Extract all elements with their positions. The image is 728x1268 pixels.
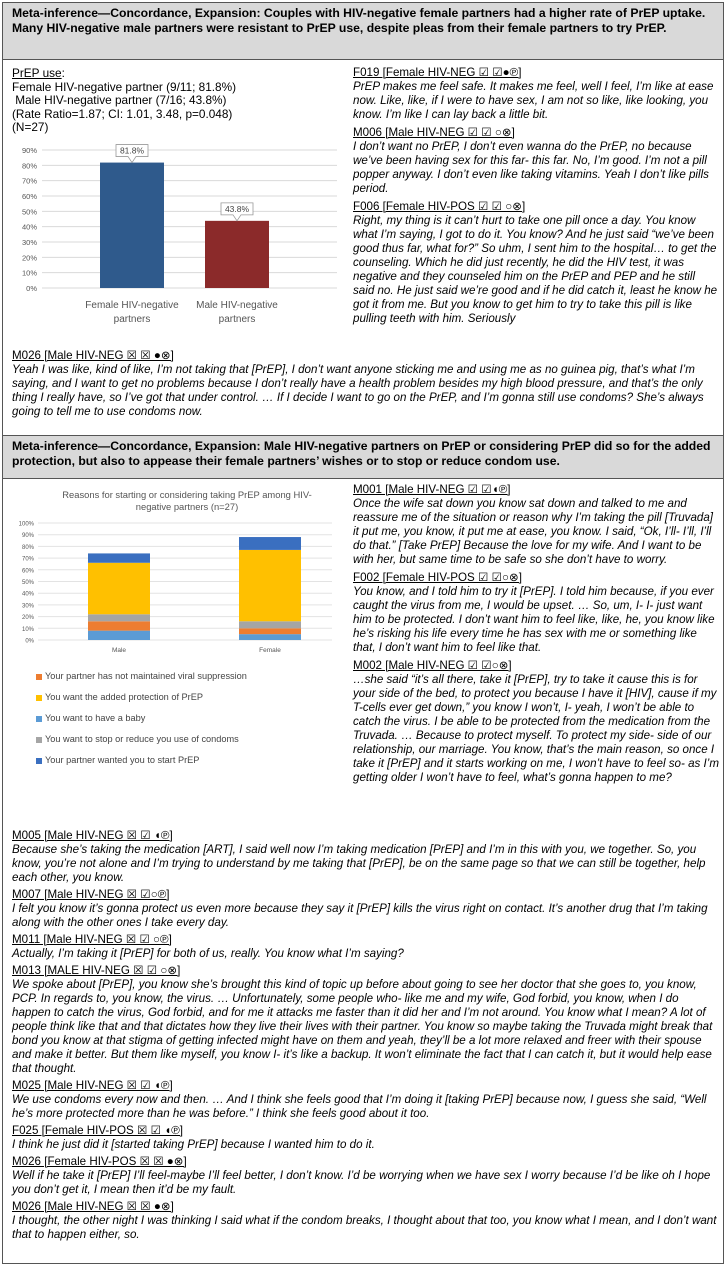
y-tick-label: 40% bbox=[21, 591, 34, 598]
quote-text: I felt you know it’s gonna protect us even more because they say it [PrEP] kills the virus right on contact. It’s another drug that I’m taking along with the other ones I take every day. bbox=[12, 902, 708, 929]
stacked-segment bbox=[239, 550, 301, 621]
legend-label: You want to have a baby bbox=[45, 713, 146, 723]
quote-text: Actually, I’m taking it [PrEP] for both of us, really. You know what I’m saying? bbox=[12, 947, 404, 960]
legend-swatch bbox=[36, 758, 42, 764]
quote-id: M011 [Male HIV-NEG ☒ ☑ ○℗] bbox=[12, 933, 172, 946]
legend-item bbox=[36, 734, 239, 745]
legend-item bbox=[36, 692, 203, 703]
legend-swatch bbox=[36, 674, 42, 680]
legend-swatch bbox=[36, 737, 42, 743]
quote-id: M026 [Male HIV-NEG ☒ ☒ ●⊗] bbox=[12, 349, 174, 362]
quote-block bbox=[12, 1124, 718, 1152]
quote-block bbox=[12, 888, 718, 930]
quote-text: PrEP makes me feel safe. It makes me feel, well I feel, I’m like at ease now. Like, like, if I were to have sex, I am not so like, like looking, you know. I’m like I can lay back a little bit. bbox=[353, 80, 714, 121]
quote-block bbox=[353, 66, 719, 122]
data-label: 81.8% bbox=[119, 145, 145, 156]
y-tick-label: 70% bbox=[21, 176, 37, 186]
quote-id: M026 [Female HIV-POS ☒ ☒ ●⊗] bbox=[12, 1155, 187, 1168]
quote-id: F019 [Female HIV-NEG ☑ ☑●℗] bbox=[353, 66, 522, 79]
y-tick-label: 50% bbox=[21, 580, 34, 586]
quote-block bbox=[353, 200, 719, 326]
x-category-label: Female bbox=[259, 647, 281, 654]
quote-id: M001 [Male HIV-NEG ☑ ☑◖℗] bbox=[353, 483, 511, 496]
y-tick-label: 70% bbox=[21, 556, 34, 563]
y-tick-label: 20% bbox=[21, 615, 34, 622]
section2-right-quotes bbox=[353, 483, 719, 789]
x-category-label: Male bbox=[111, 647, 127, 654]
quote-block bbox=[12, 1200, 718, 1242]
legend-item bbox=[36, 713, 145, 724]
stacked-segment bbox=[239, 621, 301, 628]
y-tick-label: 30% bbox=[21, 238, 37, 247]
stats-line-male: Male HIV-negative partner (7/16; 43.8%) bbox=[12, 93, 227, 108]
section1-header-text: Meta-inference—Concordance, Expansion: Couples with HIV-negative female partners had a higher rate of PrEP uptake. Many HIV-negative male partners were resistant to PrEP use, despite pleas from their female partners to try PrEP. bbox=[12, 6, 706, 35]
quote-text: Yeah I was like, kind of like, I’m not taking that [PrEP], I don’t want anyone sticking me and using me as no guinea pig, that’s what I’m saying, and I want to get no problems because I don’t really have a health problem besides my high blood pressure, and that’s the only thing I really have, so I’ve got that under control. … If I decide I want to go on the PrEP, and I’m gonna still use condoms? She’s always going to tell me to use condoms now. bbox=[12, 363, 704, 418]
quote-block bbox=[353, 483, 719, 567]
legend-swatch bbox=[36, 695, 42, 701]
stacked-segment bbox=[239, 634, 301, 640]
quote-id: M026 [Male HIV-NEG ☒ ☒ ●⊗] bbox=[12, 1200, 174, 1213]
quote-block bbox=[12, 1079, 718, 1121]
quote-text: Well if he take it [PrEP] I’ll feel-maybe I’ll feel better, I don’t know. I’d be worrying when we have sex I worry because I’d be like oh I hope you don’t get it, I mean then it’d be my fault. bbox=[12, 1169, 711, 1196]
section2-header bbox=[3, 435, 723, 479]
legend-item bbox=[36, 671, 247, 682]
y-tick-label: 20% bbox=[21, 253, 37, 263]
reasons-stacked-bar-chart bbox=[12, 515, 347, 665]
stacked-segment bbox=[88, 563, 150, 614]
quote-id: M013 [MALE HIV-NEG ☒ ☑ ○⊗] bbox=[12, 964, 181, 977]
quote-id: M007 [Male HIV-NEG ☒ ☑○℗] bbox=[12, 888, 170, 901]
stacked-segment bbox=[88, 631, 150, 640]
quote-block bbox=[353, 126, 719, 196]
x-category-label: Female HIV-negative partners bbox=[85, 300, 179, 325]
legend-swatch bbox=[36, 716, 42, 722]
quote-block bbox=[353, 571, 719, 655]
quote-block bbox=[12, 933, 718, 961]
stacked-segment bbox=[88, 621, 150, 630]
section1-full-quote bbox=[12, 349, 718, 419]
legend-item bbox=[36, 755, 199, 766]
stats-line-ratio: (Rate Ratio=1.87; CI: 1.01, 3.48, p=0.048) bbox=[12, 106, 233, 121]
stats-title: PrEP use bbox=[12, 66, 62, 80]
quote-block bbox=[353, 659, 719, 785]
y-tick-label: 40% bbox=[21, 222, 37, 232]
quote-text: We use condoms every now and then. … And I think she feels good that I’m doing it [taking PrEP] because now, I guess she said, “Well he’s more protected more than he was before.” I think she feels good about it too. bbox=[12, 1093, 707, 1120]
y-tick-label: 30% bbox=[21, 603, 34, 610]
bar bbox=[205, 221, 269, 288]
quote-text: I don’t want no PrEP, I don’t even wanna do the PrEP, no because we’ve been having sex for this far- this far. No, I’m good. I’m not a pill popper anyway. I don’t even like taking vitamins. Yeah I don’t like pills period. bbox=[353, 140, 709, 195]
stacked-segment bbox=[239, 628, 301, 634]
quote-id: F006 [Female HIV-POS ☑ ☑ ○⊗] bbox=[353, 200, 526, 213]
quote-id: F025 [Female HIV-POS ☒ ☑ ◖℗] bbox=[12, 1124, 183, 1137]
section1-quotes bbox=[353, 66, 719, 330]
quote-id: M005 [Male HIV-NEG ☒ ☑ ◖℗] bbox=[12, 829, 173, 842]
prep-use-stats bbox=[12, 67, 342, 135]
y-tick-label: 90% bbox=[21, 533, 34, 540]
reasons-chart-title: Reasons for starting or considering taking PrEP among HIV-negative partners (n=27) bbox=[62, 489, 312, 512]
stacked-segment bbox=[239, 537, 301, 550]
legend-label: Your partner wanted you to start PrEP bbox=[45, 755, 200, 765]
section2-header-text: Meta-inference—Concordance, Expansion: Male HIV-negative partners on PrEP or considering PrEP did so for the added protection, but also to appease their female partners’ wishes or to stop or reduce condom use. bbox=[12, 439, 711, 468]
y-tick-label: 50% bbox=[21, 207, 37, 217]
quote-text: …she said “it’s all there, take it [PrEP], try to take it cause this is for your side of the bed, to protect you because I have it [HIV], cause if my T-cells ever get down,” you know I won’t, I- yeah, I won’t be able to catch the virus. I be able to be protected from the medication from the Truvada. … Because to protect myself. To protect my side- side of our relationship, our marriage. You know, that’s the main reason, so once I take it [PrEP] and it starts working on me, I won’t have to feel so- as I’m getting older I won’t have to feel, what’s gonna happen to me? bbox=[353, 673, 720, 784]
stacked-segment bbox=[88, 614, 150, 621]
quote-text: Because she’s taking the medication [ART], I said well now I’m taking medication [PrEP] and I’m in this with you, we together. So, you know, you’re not alone and I’m trying to understand by me taking that [PrEP], be on the same page so that we can still be together, help each other, you know. bbox=[12, 843, 706, 884]
y-tick-label: 10% bbox=[21, 268, 37, 278]
data-label: 43.8% bbox=[224, 203, 250, 214]
y-tick-label: 100% bbox=[18, 521, 34, 528]
stacked-segment bbox=[88, 553, 150, 562]
quote-id: M025 [Male HIV-NEG ☒ ☑ ◖℗] bbox=[12, 1079, 173, 1092]
legend-label: You want the added protection of PrEP bbox=[45, 692, 203, 702]
legend-label: You want to stop or reduce you use of condoms bbox=[45, 734, 239, 744]
quote-block bbox=[12, 1155, 718, 1197]
quote-id: F002 [Female HIV-POS ☑ ☑○⊗] bbox=[353, 571, 522, 584]
y-tick-label: 80% bbox=[21, 161, 37, 171]
quote-id: M002 [Male HIV-NEG ☑ ☑○⊗] bbox=[353, 659, 512, 672]
y-tick-label: 0% bbox=[26, 284, 37, 293]
y-tick-label: 80% bbox=[21, 544, 34, 551]
stats-title-colon: : bbox=[61, 66, 65, 80]
quote-text: We spoke about [PrEP], you know she’s brought this kind of topic up before about going to see her doctor that she goes to, you know, PCP. In regards to, you know, the virus. … Unfortunately, some people who- like me and my wife, God forbid, you know, when I do happen to catch the virus, God forbid, and for me it attacks me faster than it did her and I’m not around. You know what I mean? A lot of people think like that and that dictates how they live their lives with their partner. You know so maybe taking the Truvada might break that bond you know at that stigma of getting infected might have on them and yeah, they’ll be a lot more relaxed and freer with their spouse and make it better. But them like myself, you know I- it’s like a backup. It won’t eliminate the fact that I can catch it, but it would help ease that thought. bbox=[12, 978, 713, 1075]
quote-block bbox=[12, 829, 718, 885]
y-tick-label: 60% bbox=[21, 568, 34, 575]
stats-line-female: Female HIV-negative partner (9/11; 81.8%) bbox=[12, 79, 237, 94]
quote-text: Once the wife sat down you know sat down and talked to me and reassure me of the situation or reason why I’m taking the pill [Truvada] it put me, you know, it put me at ease, you know. I said, “Ok, I’ll- I’ll, I’ll do that.” [Take PrEP] Because the love for my wife. And I want to be with her, but same time to be safe so she don’t have to worry. bbox=[353, 497, 714, 566]
quote-text: Right, my thing is it can’t hurt to take one pill once a day. You know what I’m saying, I got to do it. You know? And he just said “we’ve been good thus far, what for?” So uhm, I sent him to the hospital… to get the counseling. Which he did just recently, he did the HIV test, it was negative and they counseled him on the PrEP and PEP and he still said no. He just said we’re good and if he did catch it, least he know he got it from me. But you know to get him to try to take this pill is like pulling teeth with him. Seriously bbox=[353, 214, 718, 325]
quote-id: M006 [Male HIV-NEG ☑ ☑ ○⊗] bbox=[353, 126, 515, 139]
y-tick-label: 60% bbox=[21, 192, 37, 201]
quote-text: You know, and I told him to try it [PrEP]. I told him because, if you ever caught the virus from me, I would be upset. … So, um, I- I- just want him to be protected. I don’t want him to feel like, like, he, you know like he’s risking his life every time he has sex with me or something like that, I don’t want him to feel like that. bbox=[353, 585, 715, 654]
section1-header bbox=[3, 3, 723, 60]
section2-full-quotes bbox=[12, 829, 718, 1245]
quote-text: I think he just did it [started taking PrEP] because I wanted him to do it. bbox=[12, 1138, 375, 1151]
y-tick-label: 10% bbox=[21, 626, 34, 633]
quote-block bbox=[12, 964, 718, 1076]
reasons-chart-box bbox=[12, 485, 347, 780]
y-tick-label: 0% bbox=[25, 638, 34, 645]
prep-uptake-bar-chart bbox=[12, 138, 342, 343]
quote-text: I thought, the other night I was thinking I said what if the condom breaks, I thought about that too, you know what I mean, and I don’t want that to happen either, so. bbox=[12, 1214, 717, 1241]
legend-label: Your partner has not maintained viral suppression bbox=[45, 671, 247, 681]
stats-line-n: (N=27) bbox=[12, 120, 49, 135]
bar bbox=[100, 163, 164, 288]
table-frame bbox=[2, 2, 724, 1264]
y-tick-label: 90% bbox=[21, 146, 37, 155]
x-category-label: Male HIV-negative partners bbox=[196, 300, 278, 325]
